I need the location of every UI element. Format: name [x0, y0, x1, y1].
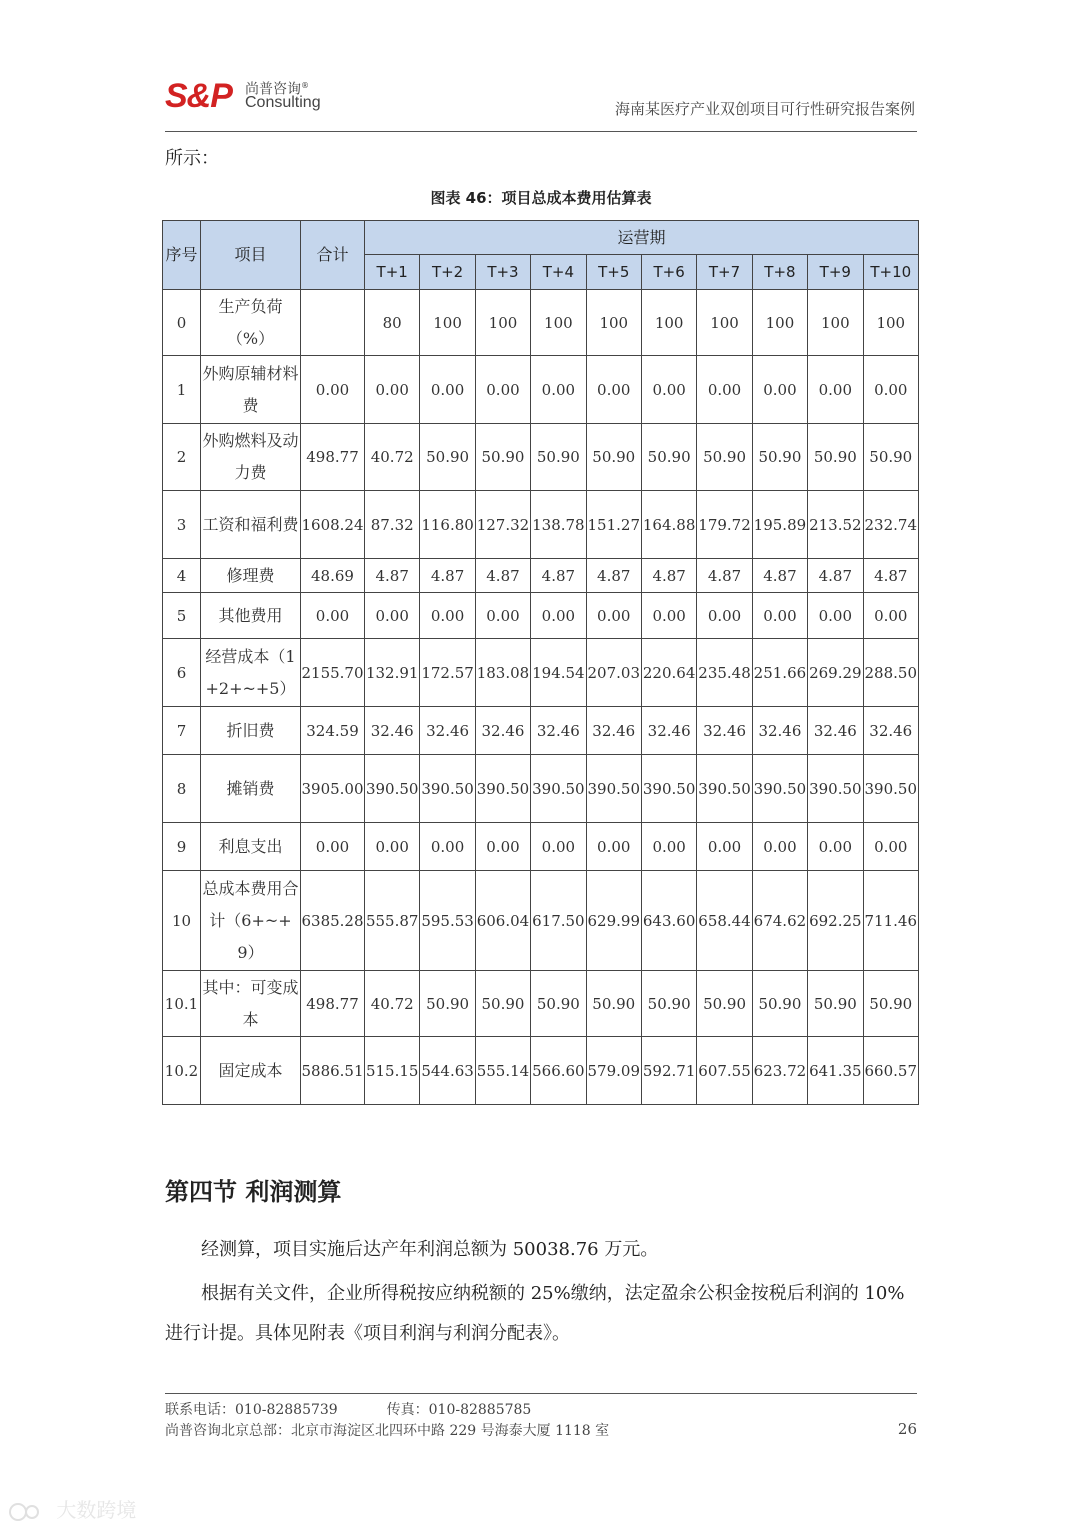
row-value: 4.87	[586, 559, 641, 593]
row-value: 232.74	[863, 491, 919, 559]
row-value: 692.25	[808, 871, 863, 971]
row-seq: 0	[163, 290, 201, 356]
row-value: 50.90	[697, 971, 752, 1037]
row-value: 0.00	[863, 823, 919, 871]
header-total: 合计	[301, 221, 365, 290]
period-header: T+10	[863, 255, 919, 290]
period-header: T+4	[531, 255, 586, 290]
row-value: 100	[420, 290, 475, 356]
table-row	[163, 639, 919, 707]
row-value: 50.90	[863, 971, 919, 1037]
table-row	[163, 290, 919, 356]
row-value: 127.32	[475, 491, 530, 559]
header-item: 项目	[201, 221, 301, 290]
row-value: 4.87	[641, 559, 696, 593]
row-value: 4.87	[475, 559, 530, 593]
row-value: 100	[586, 290, 641, 356]
header-seq: 序号	[163, 221, 201, 290]
header-divider	[165, 131, 917, 132]
row-value: 183.08	[475, 639, 530, 707]
row-value: 50.90	[531, 971, 586, 1037]
row-value: 0.00	[752, 823, 807, 871]
row-item: 固定成本	[201, 1037, 301, 1105]
row-item: 利息支出	[201, 823, 301, 871]
row-item: 生产负荷（%）	[201, 290, 301, 356]
table-row	[163, 755, 919, 823]
row-total: 0.00	[301, 356, 365, 424]
period-header: T+8	[752, 255, 807, 290]
footer-fax: 传真：010-82885785	[386, 1402, 532, 1418]
row-total: 48.69	[301, 559, 365, 593]
row-value: 390.50	[697, 755, 752, 823]
table-row	[163, 559, 919, 593]
row-total: 1608.24	[301, 491, 365, 559]
row-total: 3905.00	[301, 755, 365, 823]
row-value: 288.50	[863, 639, 919, 707]
row-seq: 8	[163, 755, 201, 823]
section-title: 第四节 利润测算	[165, 1178, 342, 1206]
table-row	[163, 424, 919, 491]
row-value: 32.46	[697, 707, 752, 755]
row-seq: 5	[163, 593, 201, 639]
row-value: 100	[475, 290, 530, 356]
row-value: 0.00	[808, 593, 863, 639]
row-value: 0.00	[641, 356, 696, 424]
row-value: 50.90	[531, 424, 586, 491]
row-value: 50.90	[752, 424, 807, 491]
row-value: 0.00	[475, 593, 530, 639]
footer-contact	[165, 1399, 531, 1419]
row-value: 711.46	[863, 871, 919, 971]
row-value: 544.63	[420, 1037, 475, 1105]
row-value: 151.27	[586, 491, 641, 559]
logo-english-name: Consulting	[245, 94, 321, 111]
table-row	[163, 356, 919, 424]
row-value: 390.50	[531, 755, 586, 823]
footer-phone: 联系电话：010-82885739	[165, 1402, 338, 1418]
profit-paragraph: 经测算，项目实施后达产年利润总额为 50038.76 万元。	[201, 1239, 659, 1260]
row-value: 4.87	[752, 559, 807, 593]
row-value: 32.46	[641, 707, 696, 755]
table-row	[163, 593, 919, 639]
row-value: 87.32	[365, 491, 420, 559]
table-row	[163, 491, 919, 559]
row-value: 390.50	[641, 755, 696, 823]
row-value: 643.60	[641, 871, 696, 971]
row-value: 235.48	[697, 639, 752, 707]
row-value: 0.00	[420, 823, 475, 871]
row-value: 100	[641, 290, 696, 356]
period-header: T+5	[586, 255, 641, 290]
row-value: 0.00	[863, 593, 919, 639]
row-value: 0.00	[586, 823, 641, 871]
row-value: 641.35	[808, 1037, 863, 1105]
row-value: 50.90	[808, 424, 863, 491]
row-value: 50.90	[586, 971, 641, 1037]
row-value: 390.50	[586, 755, 641, 823]
row-value: 0.00	[586, 593, 641, 639]
row-seq: 10.2	[163, 1037, 201, 1105]
row-value: 164.88	[641, 491, 696, 559]
row-value: 32.46	[863, 707, 919, 755]
row-value: 0.00	[365, 823, 420, 871]
row-seq: 10	[163, 871, 201, 971]
row-value: 132.91	[365, 639, 420, 707]
row-value: 0.00	[752, 593, 807, 639]
row-value: 50.90	[420, 971, 475, 1037]
row-item: 摊销费	[201, 755, 301, 823]
row-item: 工资和福利费	[201, 491, 301, 559]
period-header: T+2	[420, 255, 475, 290]
period-header: T+6	[641, 255, 696, 290]
row-value: 390.50	[752, 755, 807, 823]
row-value: 623.72	[752, 1037, 807, 1105]
row-seq: 4	[163, 559, 201, 593]
row-total: 5886.51	[301, 1037, 365, 1105]
row-value: 592.71	[641, 1037, 696, 1105]
row-value: 0.00	[752, 356, 807, 424]
row-total: 0.00	[301, 823, 365, 871]
logo-chinese-name: 尚普咨询®	[245, 81, 309, 98]
row-value: 0.00	[420, 593, 475, 639]
row-value: 4.87	[863, 559, 919, 593]
row-item: 总成本费用合计（6+~+9）	[201, 871, 301, 971]
row-total	[301, 290, 365, 356]
watermark: 大数跨境	[6, 1494, 136, 1524]
row-total: 498.77	[301, 971, 365, 1037]
row-value: 579.09	[586, 1037, 641, 1105]
row-total: 6385.28	[301, 871, 365, 971]
row-value: 390.50	[475, 755, 530, 823]
row-value: 100	[808, 290, 863, 356]
row-value: 32.46	[365, 707, 420, 755]
row-total: 0.00	[301, 593, 365, 639]
table-row	[163, 823, 919, 871]
row-value: 0.00	[808, 356, 863, 424]
row-value: 138.78	[531, 491, 586, 559]
row-value: 50.90	[420, 424, 475, 491]
row-value: 4.87	[420, 559, 475, 593]
period-header: T+1	[365, 255, 420, 290]
row-value: 0.00	[475, 356, 530, 424]
row-value: 32.46	[420, 707, 475, 755]
row-value: 0.00	[697, 593, 752, 639]
row-value: 0.00	[641, 823, 696, 871]
row-item: 其中：可变成本	[201, 971, 301, 1037]
intro-text: 所示：	[165, 148, 219, 169]
row-value: 50.90	[697, 424, 752, 491]
row-value: 32.46	[531, 707, 586, 755]
row-value: 4.87	[697, 559, 752, 593]
row-value: 0.00	[365, 356, 420, 424]
registered-mark: ®	[301, 81, 309, 90]
row-seq: 9	[163, 823, 201, 871]
period-header: T+7	[697, 255, 752, 290]
row-value: 595.53	[420, 871, 475, 971]
row-value: 0.00	[697, 823, 752, 871]
row-value: 4.87	[365, 559, 420, 593]
tax-paragraph: 根据有关文件，企业所得税按应纳税额的 25%缴纳，法定盈余公积金按税后利润的 10%进行计提。具体见附表《项目利润与利润分配表》。	[165, 1283, 905, 1344]
row-value: 100	[863, 290, 919, 356]
row-seq: 10.1	[163, 971, 201, 1037]
row-value: 116.80	[420, 491, 475, 559]
row-value: 390.50	[420, 755, 475, 823]
row-value: 0.00	[697, 356, 752, 424]
row-value: 0.00	[531, 593, 586, 639]
row-value: 50.90	[475, 971, 530, 1037]
row-value: 566.60	[531, 1037, 586, 1105]
row-seq: 3	[163, 491, 201, 559]
footer-divider	[165, 1393, 917, 1394]
row-value: 269.29	[808, 639, 863, 707]
row-value: 606.04	[475, 871, 530, 971]
footer-address: 尚普咨询北京总部：北京市海淀区北四环中路 229 号海泰大厦 1118 室	[165, 1423, 610, 1439]
row-item: 修理费	[201, 559, 301, 593]
row-value: 50.90	[586, 424, 641, 491]
row-value: 172.57	[420, 639, 475, 707]
row-seq: 6	[163, 639, 201, 707]
row-value: 251.66	[752, 639, 807, 707]
header-operation-period: 运营期	[365, 221, 919, 255]
row-value: 50.90	[752, 971, 807, 1037]
row-value: 32.46	[475, 707, 530, 755]
row-value: 617.50	[531, 871, 586, 971]
row-value: 0.00	[420, 356, 475, 424]
row-value: 0.00	[586, 356, 641, 424]
table-row	[163, 971, 919, 1037]
table-caption: 图表 46：项目总成本费用估算表	[430, 189, 652, 207]
row-value: 50.90	[641, 424, 696, 491]
row-value: 100	[697, 290, 752, 356]
row-value: 32.46	[808, 707, 863, 755]
row-seq: 1	[163, 356, 201, 424]
table-row	[163, 1037, 919, 1105]
row-value: 674.62	[752, 871, 807, 971]
row-value: 555.87	[365, 871, 420, 971]
row-value: 40.72	[365, 971, 420, 1037]
page-number: 26	[897, 1420, 917, 1438]
row-item: 其他费用	[201, 593, 301, 639]
row-value: 4.87	[531, 559, 586, 593]
row-value: 515.15	[365, 1037, 420, 1105]
row-value: 80	[365, 290, 420, 356]
row-value: 220.64	[641, 639, 696, 707]
row-value: 390.50	[808, 755, 863, 823]
row-item: 折旧费	[201, 707, 301, 755]
row-value: 0.00	[808, 823, 863, 871]
row-value: 50.90	[475, 424, 530, 491]
row-value: 0.00	[641, 593, 696, 639]
row-value: 50.90	[641, 971, 696, 1037]
row-value: 179.72	[697, 491, 752, 559]
cost-estimate-table	[162, 220, 919, 1105]
row-item: 外购燃料及动力费	[201, 424, 301, 491]
row-value: 0.00	[475, 823, 530, 871]
table-row	[163, 871, 919, 971]
row-item: 外购原辅材料费	[201, 356, 301, 424]
row-value: 207.03	[586, 639, 641, 707]
row-value: 100	[752, 290, 807, 356]
row-value: 213.52	[808, 491, 863, 559]
row-value: 390.50	[365, 755, 420, 823]
row-value: 555.14	[475, 1037, 530, 1105]
document-title: 海南某医疗产业双创项目可行性研究报告案例	[614, 100, 915, 118]
row-total: 498.77	[301, 424, 365, 491]
row-value: 50.90	[863, 424, 919, 491]
row-seq: 2	[163, 424, 201, 491]
row-value: 0.00	[531, 356, 586, 424]
row-value: 100	[531, 290, 586, 356]
period-header: T+3	[475, 255, 530, 290]
row-value: 658.44	[697, 871, 752, 971]
row-value: 607.55	[697, 1037, 752, 1105]
row-value: 50.90	[808, 971, 863, 1037]
row-value: 0.00	[863, 356, 919, 424]
row-value: 40.72	[365, 424, 420, 491]
row-value: 0.00	[531, 823, 586, 871]
row-value: 4.87	[808, 559, 863, 593]
row-seq: 7	[163, 707, 201, 755]
row-value: 195.89	[752, 491, 807, 559]
logo-mark: S&P	[165, 77, 232, 115]
row-value: 194.54	[531, 639, 586, 707]
row-value: 660.57	[863, 1037, 919, 1105]
row-value: 32.46	[586, 707, 641, 755]
row-value: 390.50	[863, 755, 919, 823]
row-value: 32.46	[752, 707, 807, 755]
row-value: 0.00	[365, 593, 420, 639]
watermark-logo-icon	[6, 1500, 50, 1524]
table-row	[163, 707, 919, 755]
row-item: 经营成本（1+2+~+5）	[201, 639, 301, 707]
row-total: 2155.70	[301, 639, 365, 707]
period-header: T+9	[808, 255, 863, 290]
row-value: 629.99	[586, 871, 641, 971]
row-total: 324.59	[301, 707, 365, 755]
